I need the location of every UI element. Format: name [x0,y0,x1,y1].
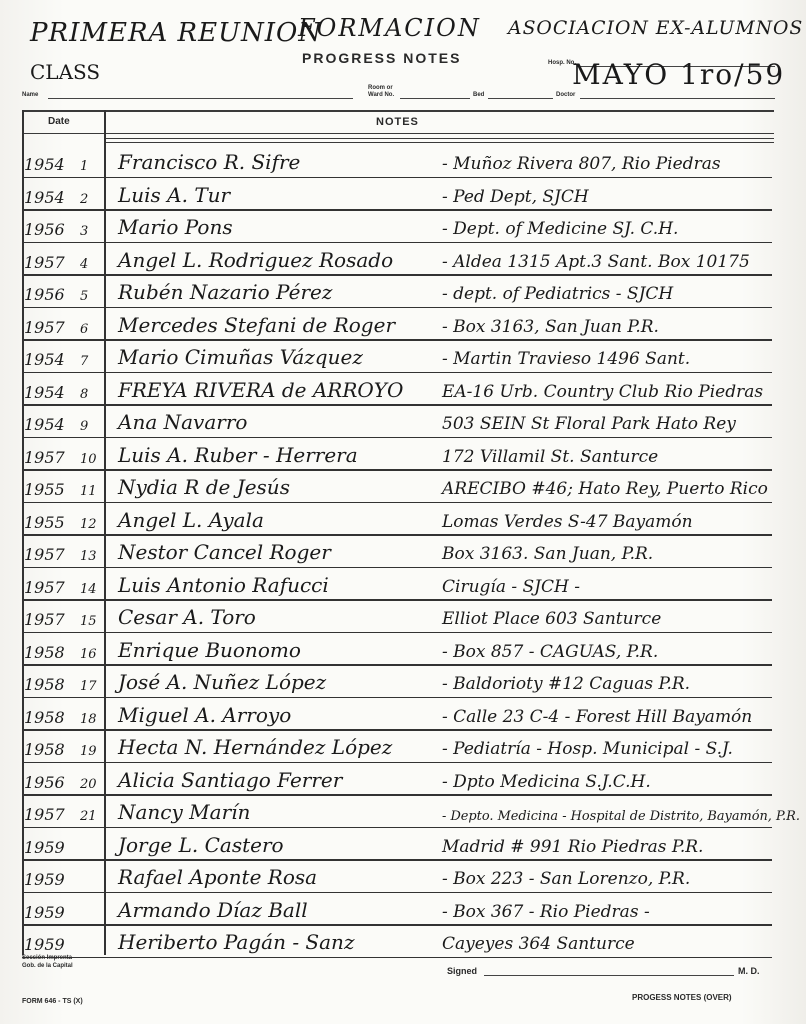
entry-number: 8 [80,386,89,402]
table-row [22,763,772,796]
entry-year: 1958 [24,675,65,694]
signature-line [484,975,734,976]
section-line-2: Gob. de la Capital [22,963,73,969]
bed-label: Bed [473,92,485,98]
entry-address: - Pediatría - Hosp. Municipal - S.J. [442,739,733,759]
entry-address: - dept. of Pediatrics - SJCH [442,284,674,304]
entry-year: 1959 [24,902,65,922]
row-rule [22,957,772,958]
table-row [22,275,772,308]
entry-number: 17 [80,679,97,694]
entry-number: 9 [80,419,89,434]
entry-number: 12 [80,516,97,532]
entry-number: 18 [80,711,97,727]
date-written: MAYO 1ro/59 [572,58,786,91]
table-row [22,665,772,698]
table-row [22,860,772,893]
ward-label: Ward No. [368,92,395,98]
entry-year: 1956 [24,772,65,792]
entry-year: 1959 [24,870,65,889]
form-title: PROGRESS NOTES [302,50,462,66]
hosp-label: Hosp. No. [548,60,576,66]
entry-year: 1957 [24,577,65,597]
table-row [22,308,772,341]
entry-number: 4 [80,256,89,272]
entry-name: Jorge L. Castero [118,832,284,857]
header-bottom-rule [22,133,774,134]
progress-notes-over: PROGESS NOTES (OVER) [632,993,732,1002]
entry-name: Angel L. Ayala [118,507,264,532]
entry-number: 1 [80,159,89,174]
entry-address: - Ped Dept, SJCH [442,186,589,207]
signed-label: Signed [447,966,478,976]
table-row [22,730,772,763]
entry-number: 15 [80,614,97,629]
entry-name: Armando Díaz Ball [118,897,308,922]
entry-number: 13 [80,549,97,564]
entry-address: - Box 367 - Rio Piedras - [442,901,650,922]
ward-field-line [400,98,470,99]
table-row [22,405,772,438]
entry-year: 1957 [24,610,65,629]
entry-address: 172 Villamil St. Santurce [442,446,659,467]
table-row [22,373,772,406]
entry-address: Cirugía - SJCH - [442,576,580,597]
entry-year: 1957 [24,805,65,824]
entry-name: Mercedes Stefani de Roger [118,312,396,337]
entry-name: Cesar A. Toro [118,605,256,629]
entry-year: 1957 [24,545,65,564]
entry-year: 1955 [24,512,65,532]
entry-address: Lomas Verdes S-47 Bayamón [442,511,693,532]
entry-address: Madrid # 991 Rio Piedras P.R. [442,836,704,857]
entry-name: Luis Antonio Rafucci [118,572,329,597]
table-row [22,178,772,211]
table-row [22,633,772,666]
doctor-label: Doctor [556,92,576,98]
handwritten-title-left: PRIMERA REUNION [30,18,323,48]
entry-number: 20 [80,776,97,792]
entry-address: - Muñoz Rivera 807, Rio Piedras [442,154,721,174]
entry-name: Nestor Cancel Roger [118,540,331,564]
table-row [22,828,772,861]
entry-year: 1959 [24,935,65,954]
entry-number: 7 [80,354,89,369]
entry-address: Elliot Place 603 Santurce [442,609,662,629]
table-row [22,600,772,633]
bed-field-line [488,98,553,99]
entry-number: 5 [80,289,89,304]
entry-year: 1954 [24,350,65,369]
entry-name: Hecta N. Hernández López [118,735,393,759]
header-bottom-rule-3 [105,142,774,143]
table-row [22,795,800,828]
entry-year: 1956 [24,220,65,239]
entry-year: 1957 [24,447,65,467]
entry-name: Enrique Buonomo [118,637,301,662]
form-code: FORM 646 - TS (X) [22,998,83,1005]
entry-number: 19 [80,744,97,759]
entry-address: ARECIBO #46; Hato Rey, Puerto Rico [442,479,768,499]
section-line-1: Sección Imprenta [22,955,73,961]
table-row [22,535,772,568]
date-column-header: Date [48,116,70,127]
table-row [22,340,772,373]
entry-address: Box 3163. San Juan, P.R. [442,544,654,564]
table-row [22,698,772,731]
entry-number: 10 [80,451,97,467]
entry-address: - Box 3163, San Juan P.R. [442,316,659,337]
entry-year: 1957 [24,252,65,272]
doctor-field-line [580,98,775,99]
room-label: Room or [368,85,393,91]
entry-year: 1958 [24,740,65,759]
header-bottom-rule-2 [105,138,774,139]
entry-number: 21 [80,809,97,824]
entry-name: FREYA RIVERA de ARROYO [118,377,404,402]
entry-name: Nancy Marín [118,800,251,824]
entry-number: 16 [80,646,97,662]
entry-address: 503 SEIN St Floral Park Hato Rey [442,414,736,434]
table-row [22,503,772,536]
class-label: CLASS [30,60,101,84]
entry-name: Luis A. Ruber - Herrera [118,442,358,467]
table-row [22,568,772,601]
entry-year: 1954 [24,155,65,174]
entry-address: - Depto. Medicina - Hospital de Distrito, Bayamón, P.R. [442,809,800,824]
entry-address: - Dpto Medicina S.J.C.H. [442,771,651,792]
entry-address: - Martin Travieso 1496 Sant. [442,349,691,369]
handwritten-title-right: ASOCIACION EX-ALUMNOS [508,18,804,39]
table-row [22,210,772,243]
entry-year: 1954 [24,415,65,434]
entry-year: 1957 [24,317,65,337]
entry-name: Nydia R de Jesús [118,475,290,499]
table-row [22,438,772,471]
entry-year: 1956 [24,285,65,304]
entry-name: Francisco R. Sifre [118,150,301,174]
entry-year: 1958 [24,642,65,662]
entry-address: - Baldorioty #12 Caguas P.R. [442,674,691,694]
entry-address: Cayeyes 364 Santurce [442,934,635,954]
entry-name: Rubén Nazario Pérez [118,280,333,304]
handwritten-title-mid: FORMACION [298,14,481,42]
entry-address: - Box 857 - CAGUAS, P.R. [442,641,659,662]
notes-column-header: NOTES [376,116,419,128]
table-row [22,243,772,276]
entry-number: 3 [80,224,89,239]
entry-name: Luis A. Tur [118,182,231,207]
entry-year: 1954 [24,187,65,207]
table-row [22,145,772,178]
name-field-line [48,98,353,99]
entry-number: 6 [80,321,89,337]
entry-name: Rafael Aponte Rosa [118,865,318,889]
entry-name: Heriberto Pagán - Sanz [118,930,355,954]
entry-address: EA-16 Urb. Country Club Rio Piedras [442,381,764,402]
entry-address: - Calle 23 C-4 - Forest Hill Bayamón [442,706,753,727]
entry-address: - Box 223 - San Lorenzo, P.R. [442,869,691,889]
table-row [22,925,772,958]
entry-name: Angel L. Rodriguez Rosado [118,247,394,272]
entry-number: 11 [80,484,97,499]
entry-name: Miguel A. Arroyo [118,702,292,727]
entry-name: Mario Pons [118,215,233,239]
md-label: M. D. [738,966,760,976]
entry-year: 1955 [24,480,65,499]
entry-address: - Dept. of Medicine SJ. C.H. [442,219,679,239]
entry-name: José A. Nuñez López [118,670,327,694]
entry-year: 1958 [24,707,65,727]
table-row [22,893,772,926]
entry-year: 1954 [24,382,65,402]
name-label: Name [22,92,39,98]
entry-name: Alicia Santiago Ferrer [118,767,343,792]
entry-number: 14 [80,581,97,597]
table-top-rule [22,110,774,112]
table-row [22,470,772,503]
entry-address: - Aldea 1315 Apt.3 Sant. Box 10175 [442,251,750,272]
entry-year: 1959 [24,837,65,857]
entry-name: Ana Navarro [118,410,248,434]
entry-name: Mario Cimuñas Vázquez [118,345,363,369]
entry-number: 2 [80,191,89,207]
